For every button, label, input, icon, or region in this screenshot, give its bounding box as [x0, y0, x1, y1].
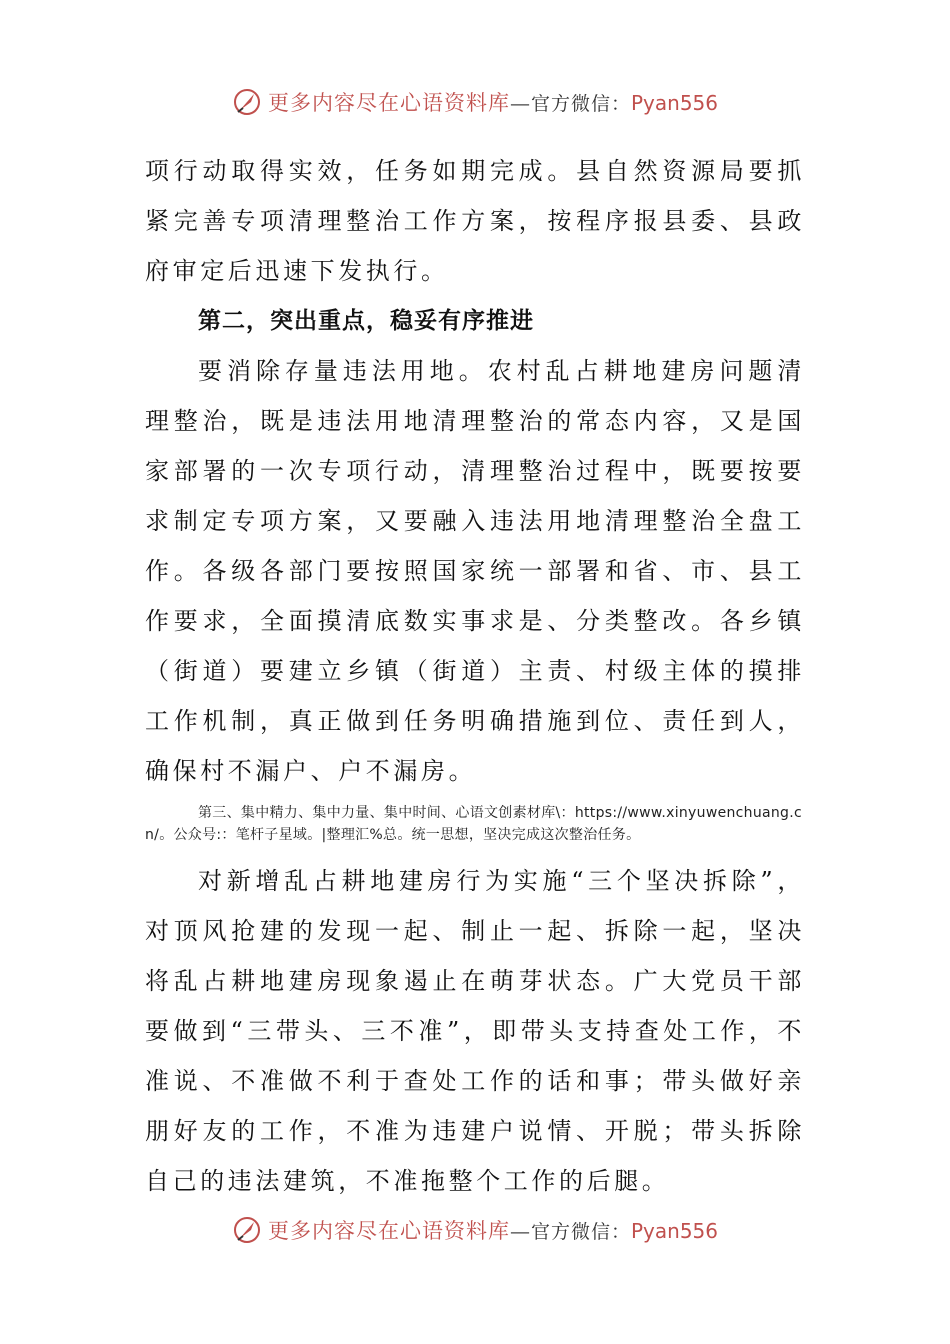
- banner-wechat-label: 官方微信：: [530, 93, 631, 115]
- footer-banner: [0, 1210, 950, 1250]
- paragraph-small-note: 第三、集中精力、集中力量、集中时间、心语文创素材库\：https://www.xinyuwenchuang.cn/。公众号:：笔杆子星域。|整理汇%总。统一思想，坚决完成这次整治任务。: [145, 805, 802, 843]
- header-banner: [0, 82, 950, 122]
- footer-wechat-id: Pyan556: [631, 1219, 719, 1243]
- banner-text-group: [268, 87, 718, 117]
- banner-wechat-id: Pyan556: [631, 91, 719, 115]
- footer-separator: —: [509, 1219, 531, 1243]
- quill-logo-icon: [232, 1215, 262, 1245]
- paragraph-existing-land: 要消除存量违法用地。农村乱占耕地建房问题清理整治，既是违法用地清理整治的常态内容，又是国家部署的一次专项行动，清理整治过程中，既要按要求制定专项方案，又要融入违法用地清理整治全盘工作。各级各部门要按照国家统一部署和省、市、县工作要求，全面摸清底数实事求是、分类整改。各乡镇（街道）要建立乡镇（街道）主责、村级主体的摸排工作机制，真正做到任务明确措施到位、责任到人，确保村不漏户、户不漏房。: [145, 357, 805, 785]
- quill-logo-icon: [232, 87, 262, 117]
- section-heading: 第二，突出重点，稳妥有序推进: [198, 308, 534, 334]
- banner-separator: —: [509, 91, 531, 115]
- document-body: [145, 146, 805, 1206]
- footer-wechat-label: 官方微信：: [530, 1221, 631, 1243]
- footer-text-group: [268, 1215, 718, 1245]
- paragraph-continuation: 项行动取得实效，任务如期完成。县自然资源局要抓紧完善专项清理整治工作方案，按程序报县委、县政府审定后迅速下发执行。: [145, 157, 805, 285]
- footer-title: 更多内容尽在心语资料库: [267, 1219, 510, 1243]
- banner-title: 更多内容尽在心语资料库: [267, 91, 510, 115]
- paragraph-new-construction: 对新增乱占耕地建房行为实施“三个坚决拆除”，对顶风抢建的发现一起、制止一起、拆除一起，坚决将乱占耕地建房现象遏止在萌芽状态。广大党员干部要做到“三带头、三不准”，即带头支持查处工作，不准说、不准做不利于查处工作的话和事；带头做好亲朋好友的工作，不准为违建户说情、开脱；带头拆除自己的违法建筑，不准拖整个工作的后腿。: [145, 867, 805, 1195]
